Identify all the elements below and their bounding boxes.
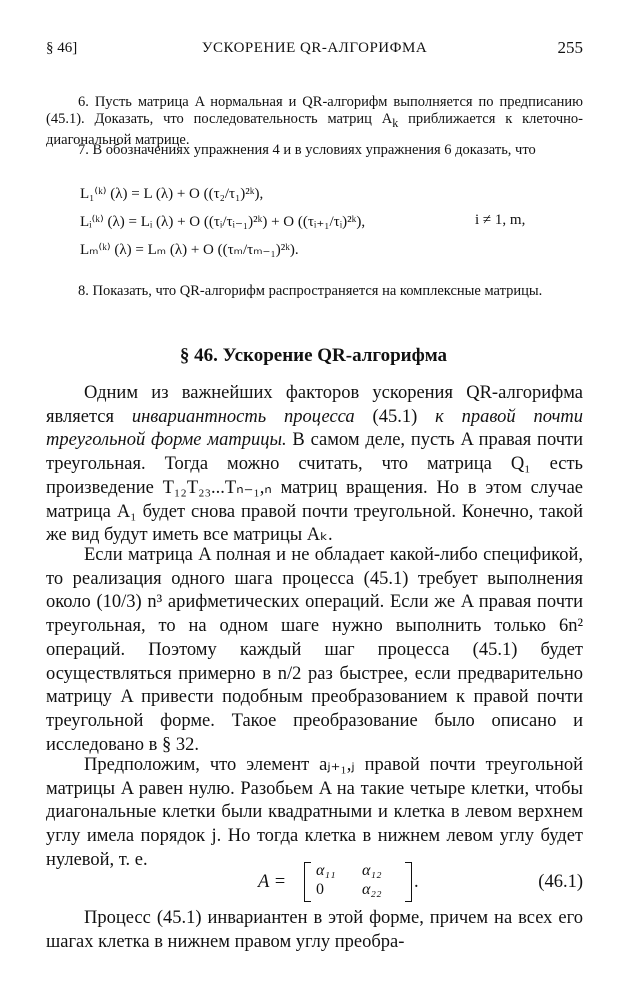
equation-lhs: A = (258, 872, 287, 892)
exercise-7: 7. В обозначениях упражнения 4 и в условиях упражнения 6 доказать, что (78, 142, 536, 158)
right-bracket (405, 862, 412, 902)
paragraph-2: Если матрица A полная и не обладает какой-либо спецификой, то реализация одного шага процесса (45.1) требует выполнения около (10/3) n³ арифметических операций. Если же A правая почти треугольная, то на одном шаге нужно выполнить только 6n² операций. Поэтому каждый шаг процесса (45.1) будет осуществляться примерно в n/2 раз быстрее, если предварительно матрицу A привести подобным преобразованием к правой почти треугольной форме. Такое преобразование было описано и исследовано в § 32. (46, 545, 583, 755)
formula-2-expr: Lᵢ⁽ᵏ⁾ (λ) = Lᵢ (λ) + O ((τᵢ/τᵢ₋₁)²ᵏ) + O ((τᵢ₊₁/τᵢ)²ᵏ), (80, 214, 366, 230)
exercise-8: 8. Показать, что QR-алгорифм распространяется на комплексные матрицы. (78, 283, 543, 299)
matrix-a21: 0 (316, 881, 324, 898)
block-matrix (304, 860, 420, 902)
header-section-ref: § 46] (46, 40, 78, 56)
p1-emphasis-1: инвариантность процесса (131, 406, 355, 427)
left-bracket (304, 862, 311, 902)
p1-text-c: В самом деле, пусть A правая почти треугольная. Тогда можно считать, что матрица Q₁ есть произведение T₁₂T₂₃...Tₙ₋₁,ₙ матриц вращения. Но в этом случае матрица A₁ будет снова правой почти треугольной. Конечно, такой же вид будут иметь все матрицы Aₖ. (46, 430, 583, 546)
exercise-6-end: приближается к клеточно-диагональной матрице. (46, 111, 583, 148)
exercise-6-text: 6. Пусть матрица A нормальная и QR-алгорифм выполняется по предписанию (45.1). Доказать, что последовательность матриц A (46, 94, 583, 127)
page-number: 255 (557, 38, 583, 57)
section-title: § 46. Ускорение QR-алгорифма (179, 345, 448, 366)
equation-46-1 (46, 860, 583, 906)
formula-block (80, 184, 526, 268)
formula-1: L₁⁽ᵏ⁾ (λ) = L (λ) + O ((τ₂/τ₁)²ᵏ), (80, 186, 264, 202)
matrix-a22: α₂₂ (362, 881, 382, 898)
formula-2-condition: i ≠ 1, m, (475, 212, 526, 228)
p1-text-a: Одним из важнейших факторов ускорения QR-алгорифма является (46, 383, 583, 427)
paragraph-3: Предположим, что элемент aⱼ₊₁,ⱼ правой почти треугольной матрицы A равен нулю. Разобьем A на такие четыре клетки, чтобы диагональные клетки были квадратными и клетка в левом верхнем углу имела порядок j. Но тогда клетка в нижнем левом углу будет нулевой, т. е. (46, 755, 583, 870)
exercise-6-subscript: k (392, 115, 399, 130)
formula-3: Lₘ⁽ᵏ⁾ (λ) = Lₘ (λ) + O ((τₘ/τₘ₋₁)²ᵏ). (80, 242, 299, 258)
paragraph-4: Процесс (45.1) инвариантен в этой форме, причем на всех его шагах клетка в нижнем правом углу преобра- (46, 908, 583, 952)
matrix-a11: α₁₁ (316, 862, 336, 879)
formula-2 (80, 212, 526, 240)
p1-text-b: (45.1) (354, 406, 436, 427)
equation-number: (46.1) (538, 872, 583, 892)
exercise-6 (46, 94, 583, 149)
header-title: УСКОРЕНИЕ QR-АЛГОРИФМА (201, 40, 428, 56)
paragraph-1 (46, 382, 583, 548)
matrix-a12: α₁₂ (362, 862, 382, 879)
running-header (46, 38, 583, 60)
equation-period: . (414, 872, 419, 892)
p1-emphasis-2: к правой почти треугольной форме матрицы. (46, 406, 584, 451)
